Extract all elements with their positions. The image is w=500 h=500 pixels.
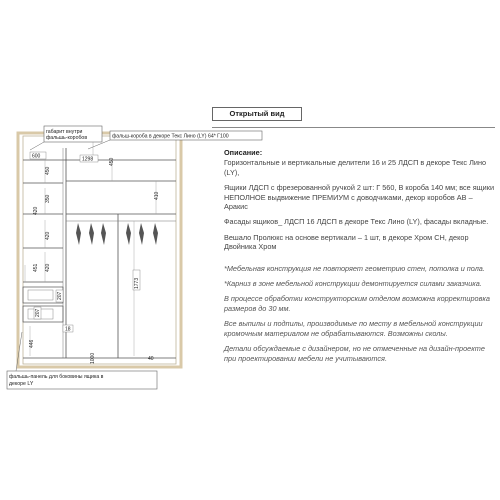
description-paragraph-1: Горизонтальные и вертикальные делители 16 и 25 ЛДСП в декоре Текс Лино (LY), [224,158,487,177]
description-heading: Описание: [224,148,263,157]
hangers-right [126,223,158,245]
dim-446: 446 [29,339,35,348]
callout-top-left-text [46,129,87,141]
description-note-4: Все выпилы и подпилы, производимые по месту в мебельной конструкции кромочным материалом не обрабатываются. Возможны сколы. [224,319,483,338]
dim-420-a: 420 [33,206,39,215]
description-paragraph-3: Фасады ящиков_ ЛДСП 16 ЛДСП в декоре Текс Лино (LY), фасады вкладные. [224,217,489,227]
dim-40: 40 [148,356,154,362]
hangers-left [76,223,106,245]
dim-207-a: 207 [57,291,63,300]
dim-1773: 1773 [134,277,140,289]
dim-410: 410 [154,191,160,200]
wardrobe-outer-frame [18,133,181,367]
drawer-2 [23,306,63,322]
dim-1000: 1000 [90,352,96,364]
dim-600: 600 [32,153,41,160]
dim-420-b: 420 [45,231,51,240]
dim-18: 18 [65,326,71,333]
description-paragraph-2: Ящики ЛДСП с фрезерованной ручкой 2 шт: Г 560, В короба 140 мм; все ящики НЕПОЛНОЕ выдвижение ПРЕМИУМ с доводчиками, декор коробов АВ – Аракис [224,183,495,212]
callout-top-center-text: фальш-короба в декоре Текс Лино (LY) 64* Г100 [112,133,229,140]
dim-451: 451 [33,263,39,272]
description-note-2: *Карниз в зоне мебельной конструкции демонтируется силами заказчика. [224,279,482,289]
dim-420-c: 420 [45,263,51,272]
view-title: Открытый вид [212,107,302,121]
dim-1298: 1298 [82,156,94,163]
callout-top-left-line2: фальшь-коробов [46,135,88,141]
title-rule [212,127,495,128]
dim-450-a: 450 [45,166,51,175]
dimension-labels [29,152,160,364]
drawer-box-1 [28,290,53,300]
callout-top-left-leader [30,142,44,150]
callout-bottom-left-line2: декоре LY [9,381,34,387]
callout-bottom-left-line1: фальшь-панель для боковины ящика в [9,374,104,380]
description-paragraph-4: Вешало Пролюкс на основе вертикали – 1 шт, в декоре Хром СН, декор Двойника Хром [224,232,469,252]
callout-top-left-line1: габарит внутри [46,129,83,135]
dim-350: 350 [45,194,51,203]
dim-207-b: 207 [35,308,41,317]
dim-450-b: 450 [109,157,115,166]
description-block [224,148,496,369]
description-note-1: *Мебельная конструкция не повторяет геометрию стен, потолка и пола. [224,263,485,273]
description-note-5: Детали обсуждаемые с дизайнером, но не отмеченные на дизайн-проекте при проектировании мебели не учитываются. [224,344,485,363]
description-note-3: В процессе обработки конструкторским отделом возможна корректировка размеров до 30 мм. [224,294,490,313]
